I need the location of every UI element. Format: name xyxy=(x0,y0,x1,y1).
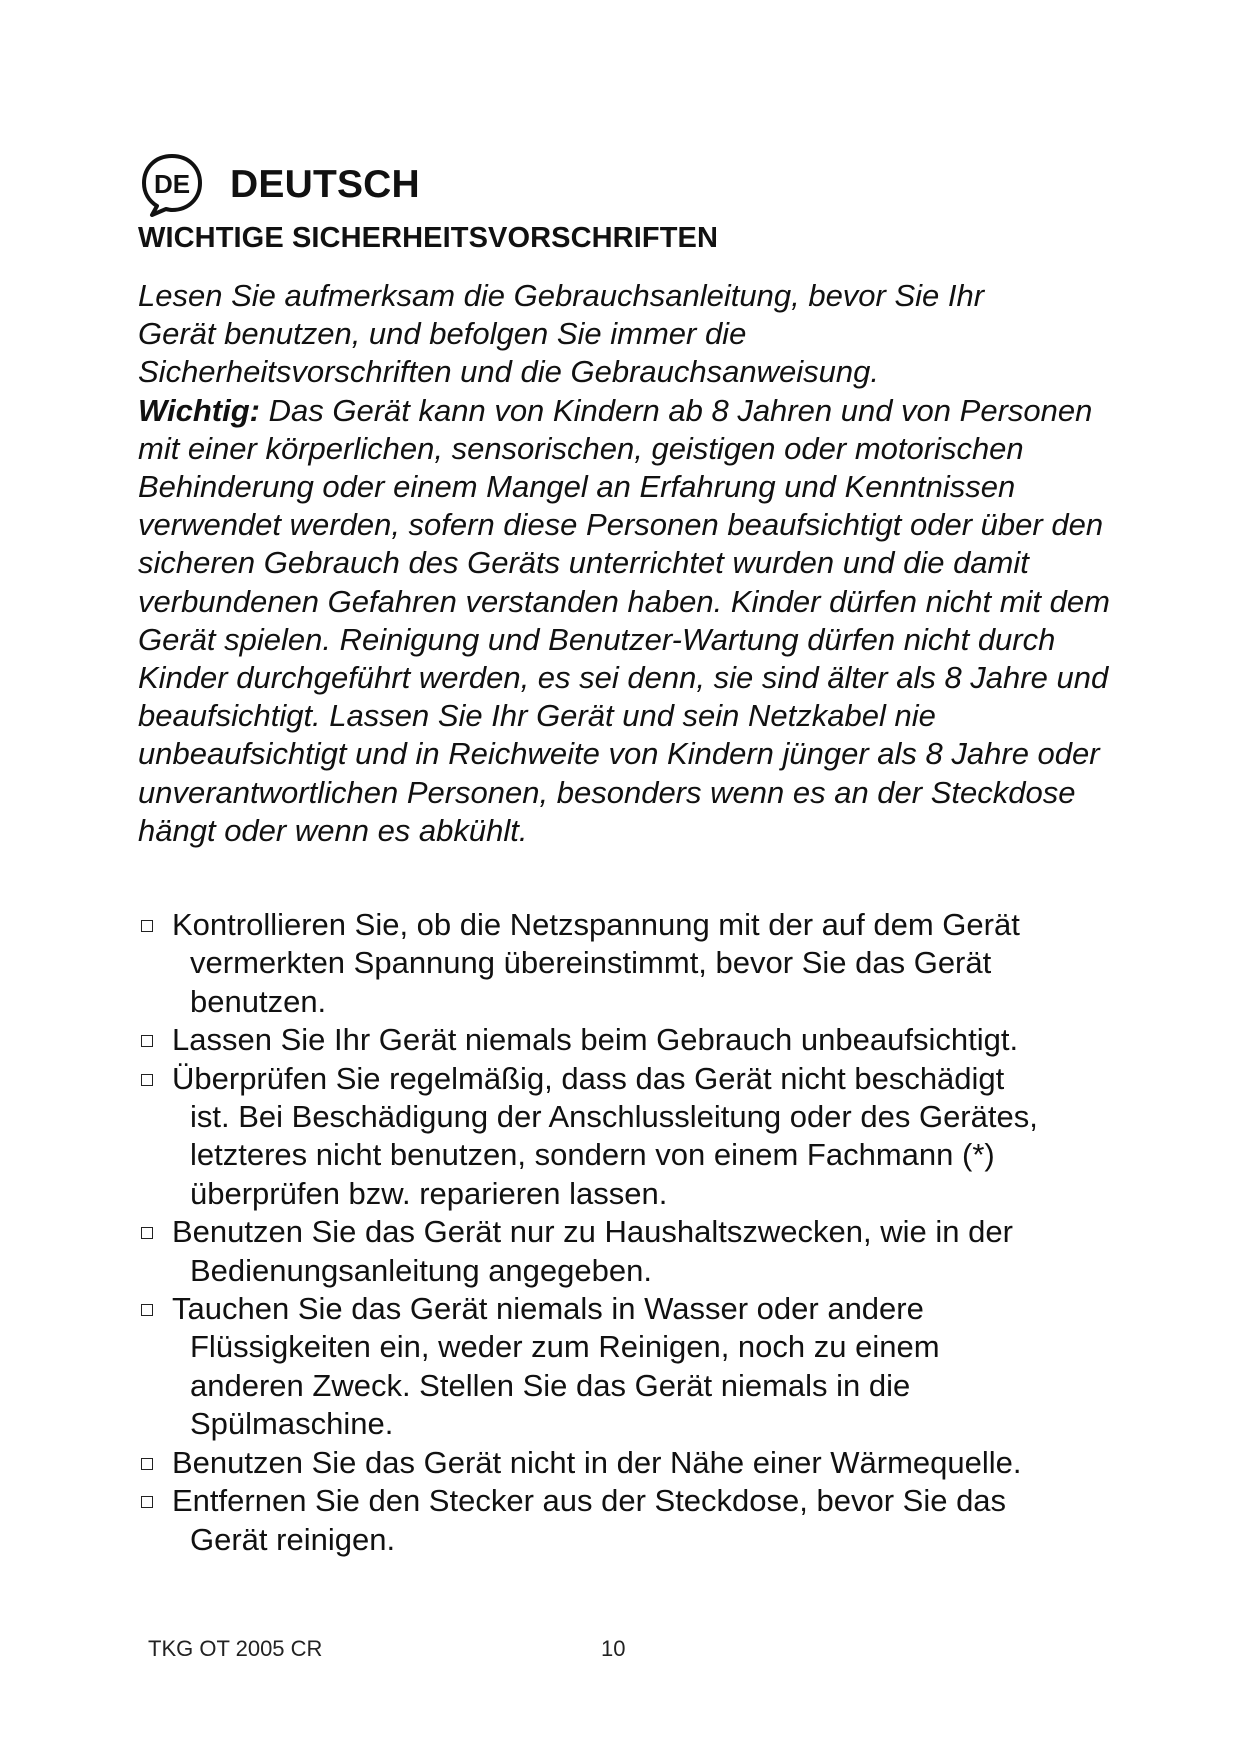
language-title: DEUTSCH xyxy=(230,163,420,206)
list-item-text: Benutzen Sie das Gerät nicht in der Nähe einer Wärmequelle. xyxy=(172,1444,1022,1480)
checkbox-bullet-icon xyxy=(141,1035,153,1047)
intro-lead-text: Lesen Sie aufmerksam die Gebrauchsanleitung, bevor Sie Ihr Gerät benutzen, und befolgen Sie immer die Sicherheitsvorschriften und die Gebrauchsanweisung. xyxy=(138,278,985,390)
checkbox-bullet-icon xyxy=(141,1304,153,1316)
list-item-text: Entfernen Sie den Stecker aus der Steckdose, bevor Sie das Gerät reinigen. xyxy=(172,1483,1007,1557)
list-item-text: Benutzen Sie das Gerät nur zu Haushaltszwecken, wie in der Bedienungsanleitung angegeben. xyxy=(172,1214,1013,1288)
intro-paragraph xyxy=(138,277,1118,850)
list-item xyxy=(138,1290,1118,1444)
important-label: Wichtig: xyxy=(138,392,260,428)
checkbox-bullet-icon xyxy=(141,1496,153,1508)
list-item xyxy=(138,1060,1118,1214)
section-title: WICHTIGE SICHERHEITSVORSCHRIFTEN xyxy=(138,222,718,254)
list-item-text: Lassen Sie Ihr Gerät niemals beim Gebrauch unbeaufsichtigt. xyxy=(172,1022,1019,1058)
list-item-text: Kontrollieren Sie, ob die Netzspannung mit der auf dem Gerät vermerkten Spannung übereinstimmt, bevor Sie das Gerät benutzen. xyxy=(172,907,1020,1019)
important-text: Das Gerät kann von Kindern ab 8 Jahren und von Personen mit einer körperlichen, sensorischen, geistigen oder motorischen Behinderung oder einem Mangel an Erfahrung und Kenntnissen verwendet werden, sofern diese Personen beaufsichtigt oder über den sicheren Gebrauch des Geräts unterrichtet wurden und die damit verbundenen Gefahren verstanden haben. Kinder dürfen nicht mit dem Gerät spielen. Reinigung und Benutzer-Wartung dürfen nicht durch Kinder durchgeführt werden, es sei denn, sie sind älter als 8 Jahre und beaufsichtigt. Lassen Sie Ihr Gerät und sein Netzkabel nie unbeaufsichtigt und in Reichweite von Kindern jünger als 8 Jahre oder unverantwortlichen Personen, besonders wenn es an der Steckdose hängt oder wenn es abkühlt. xyxy=(138,392,1110,848)
list-item-text: Tauchen Sie das Gerät niemals in Wasser oder andere Flüssigkeiten ein, weder zum Reinigen, noch zu einem anderen Zweck. Stellen Sie das Gerät niemals in die Spülmaschine. xyxy=(172,1291,940,1442)
footer-page-number: 10 xyxy=(601,1636,626,1661)
language-code: DE xyxy=(153,169,191,199)
list-item xyxy=(138,1444,1118,1482)
list-item xyxy=(138,906,1118,1021)
list-item xyxy=(138,1213,1118,1290)
checkbox-bullet-icon xyxy=(141,1458,153,1470)
list-item-text: Überprüfen Sie regelmäßig, dass das Gerät nicht beschädigt ist. Bei Beschädigung der Anschlussleitung oder des Gerätes, letzteres nicht benutzen, sondern von einem Fachmann (*) überprüfen bzw. reparieren lassen. xyxy=(172,1060,1038,1211)
list-item xyxy=(138,1482,1118,1559)
footer-model-number: TKG OT 2005 CR xyxy=(148,1636,323,1661)
checkbox-bullet-icon xyxy=(141,920,153,932)
checkbox-bullet-icon xyxy=(141,1227,153,1239)
language-header xyxy=(138,150,420,220)
language-badge-icon xyxy=(138,151,206,219)
checkbox-bullet-icon xyxy=(141,1074,153,1086)
list-item xyxy=(138,1021,1118,1059)
safety-instructions-list xyxy=(138,906,1118,1559)
